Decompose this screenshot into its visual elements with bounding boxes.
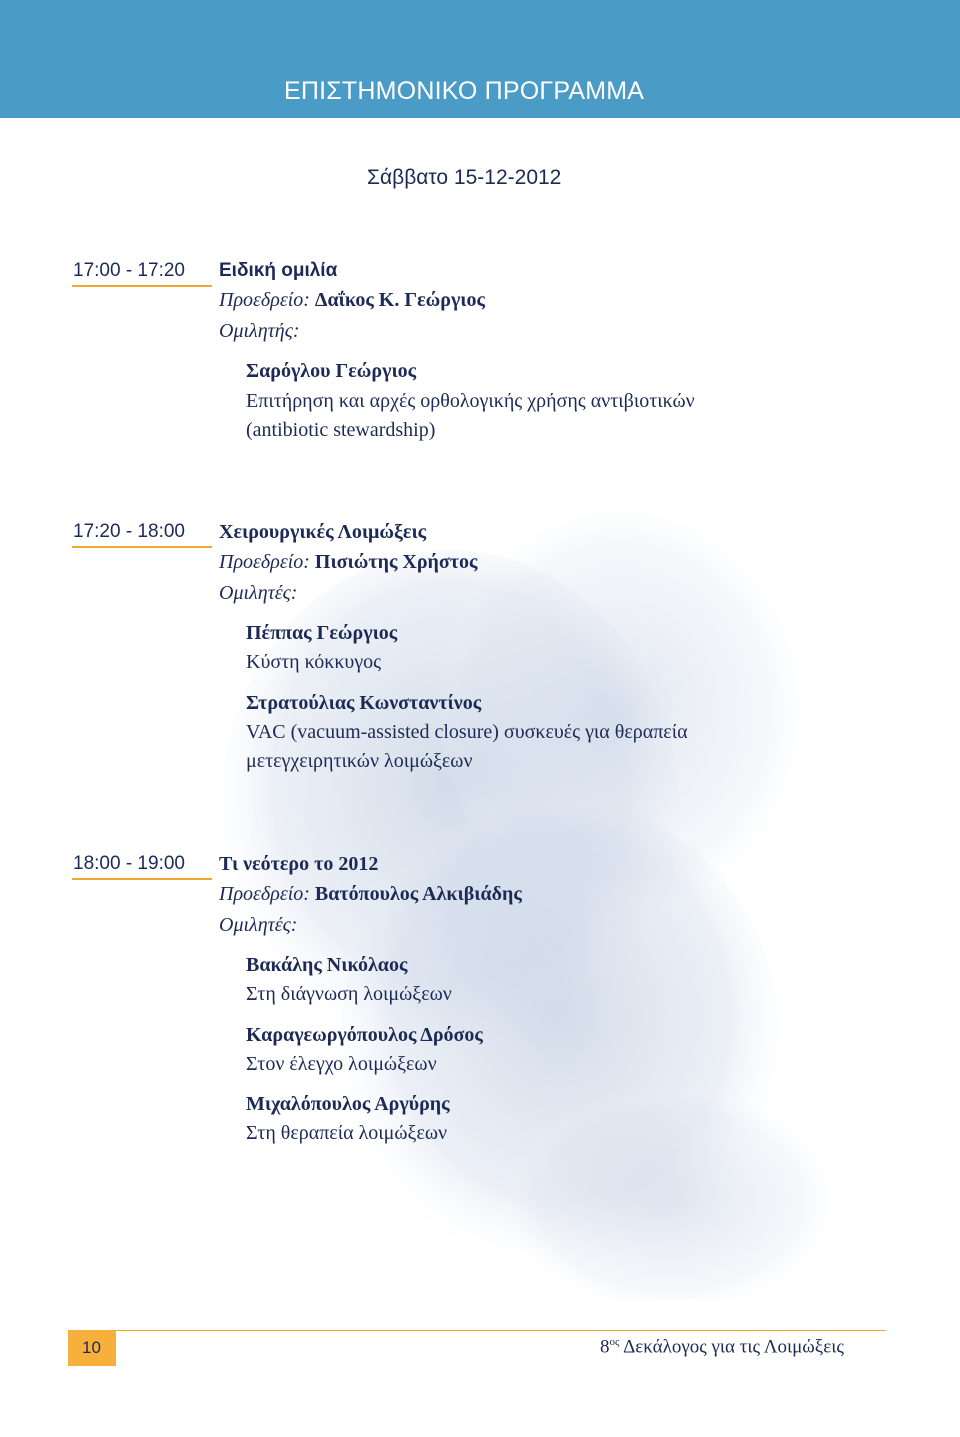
page-number-box — [68, 1330, 116, 1366]
speaker-name: Πέππας Γεώργιος — [246, 622, 398, 644]
header-bar — [0, 0, 960, 118]
talk-topic: Κύστη κόκκυγος — [246, 651, 382, 673]
chair-line — [219, 883, 522, 906]
chair-line — [219, 289, 485, 312]
edition-suffix: ος — [609, 1336, 620, 1348]
chair-name: Δαΐκος Κ. Γεώργιος — [314, 289, 485, 311]
page-header-title: ΕΠΙΣΤΗΜΟΝΙΚΟ ΠΡΟΓΡΑΜΜΑ — [284, 77, 645, 105]
page-number: 10 — [82, 1338, 101, 1357]
session-divider — [72, 285, 212, 287]
session-divider — [72, 878, 212, 880]
footer-divider — [116, 1330, 886, 1331]
speaker-name: Καραγεωργόπουλος Δρόσος — [246, 1024, 483, 1046]
chair-label: Προεδρείο: — [219, 883, 310, 905]
speakers-label: Ομιλητές: — [219, 582, 298, 604]
program-date: Σάββατο 15-12-2012 — [367, 166, 562, 189]
talk-topic: μετεγχειρητικών λοιμώξεων — [246, 750, 473, 772]
talk-topic: VAC (vacuum-assisted closure) συσκευές για θεραπεία — [246, 721, 688, 743]
talk-topic: Στον έλεγχο λοιμώξεων — [246, 1053, 437, 1075]
speaker-name: Στρατούλιας Κωνσταντίνος — [246, 692, 482, 714]
session-time: 18:00 - 19:00 — [73, 853, 185, 874]
talk-topic: (antibiotic stewardship) — [246, 419, 436, 441]
speaker-name: Βακάλης Νικόλαος — [246, 954, 408, 976]
chair-name: Βατόπουλος Αλκιβιάδης — [314, 883, 522, 905]
session-divider — [72, 546, 212, 548]
session-time: 17:20 - 18:00 — [73, 521, 185, 542]
footer-title-text: Δεκάλογος για τις Λοιμώξεις — [623, 1336, 844, 1358]
chair-label: Προεδρείο: — [219, 289, 310, 311]
speakers-label: Ομιλητές: — [219, 914, 298, 936]
speaker-name: Μιχαλόπουλος Αργύρης — [246, 1093, 450, 1115]
chair-name: Πισιώτης Χρήστος — [314, 551, 478, 573]
session-title: Τι νεότερο το 2012 — [219, 853, 379, 875]
talk-topic: Επιτήρηση και αρχές ορθολογικής χρήσης αντιβιοτικών — [246, 390, 695, 412]
chair-label: Προεδρείο: — [219, 551, 310, 573]
chair-line — [219, 551, 477, 574]
session-time: 17:00 - 17:20 — [73, 260, 185, 281]
session-title: Ειδική ομιλία — [219, 260, 338, 281]
talk-topic: Στη διάγνωση λοιμώξεων — [246, 983, 452, 1005]
edition-number: 8 — [600, 1336, 610, 1358]
speakers-label: Ομιλητής: — [219, 320, 300, 342]
session-title: Χειρουργικές Λοιμώξεις — [219, 521, 427, 543]
speaker-name: Σαρόγλου Γεώργιος — [246, 360, 417, 382]
talk-topic: Στη θεραπεία λοιμώξεων — [246, 1122, 448, 1144]
footer-title — [600, 1336, 844, 1358]
